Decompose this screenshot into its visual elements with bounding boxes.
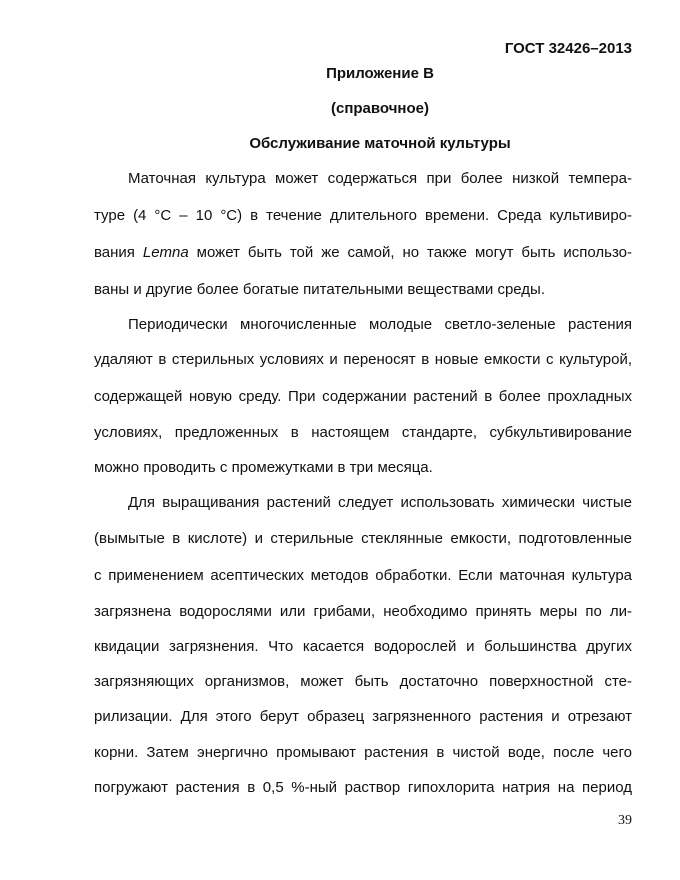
paragraph-line: корни. Затем энергично промывают растения в чистой воде, после чего [94,744,632,761]
paragraph-line: загрязнена водорослями или грибами, необходимо принять меры по ли- [94,603,632,620]
paragraph-line: с применением асептических методов обработки. Если маточная культура [94,567,632,584]
section-heading: Обслуживание маточной культуры [249,135,511,152]
paragraph-line: рилизации. Для этого берут образец загрязненного растения и отрезают [94,708,632,725]
appendix-type: (справочное) [331,100,429,117]
paragraph-line: туре (4 °С – 10 °С) в течение длительного времени. Среда культивиро- [94,207,632,224]
standard-code: ГОСТ 32426–2013 [504,40,632,57]
paragraph-line: условиях, предложенных в настоящем стандарте, субкультивирование [94,424,632,441]
appendix-title: Приложение В [326,65,434,82]
page-number: 39 [618,813,632,828]
paragraph-line: ваны и другие более богатые питательными веществами среды. [94,281,546,298]
species-name: Lemna [142,244,189,261]
paragraph-line: содержащей новую среду. При содержании растений в более прохладных [94,388,632,405]
paragraph-line: квидации загрязнения. Что касается водорослей и большинства других [94,638,632,655]
paragraph-line: (вымытые в кислоте) и стерильные стеклянные емкости, подготовленные [94,530,632,547]
paragraph-line: вания Lemna может быть той же самой, но также могут быть использо- [94,244,632,261]
paragraph-line: Периодически многочисленные молодые светло-зеленые растения [128,316,632,333]
paragraph-line: удаляют в стерильных условиях и переносят в новые емкости с культурой, [94,351,632,368]
paragraph-line: можно проводить с промежутками в три месяца. [94,459,433,476]
paragraph-line: Маточная культура может содержаться при более низкой темпера- [128,170,632,187]
paragraph-line: Для выращивания растений следует использовать химически чистые [128,494,632,511]
paragraph-line: погружают растения в 0,5 %-ный раствор гипохлорита натрия на период [94,779,632,796]
paragraph-line: загрязняющих организмов, может быть достаточно поверхностной сте- [94,673,632,690]
